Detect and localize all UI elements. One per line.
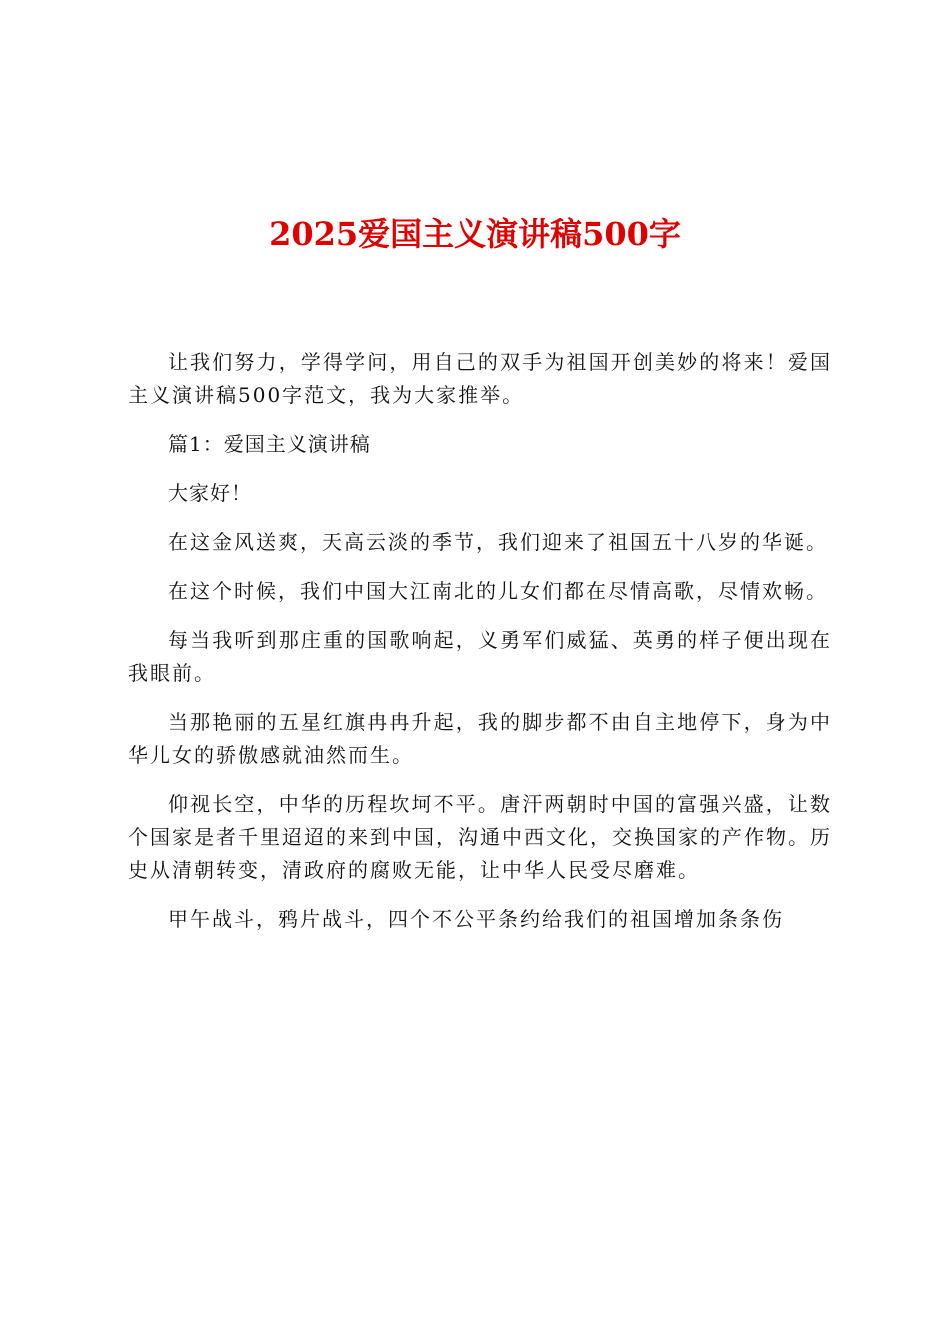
document-body <box>128 346 832 952</box>
paragraph-wars: 甲午战斗，鸦片战斗，四个不公平条约给我们的祖国增加条条伤 <box>168 907 784 931</box>
paragraph-season: 在这金风送爽，天高云淡的季节，我们迎来了祖国五十八岁的华诞。 <box>168 530 828 554</box>
paragraph-history: 仰视长空，中华的历程坎坷不平。唐汗两朝时中国的富强兴盛，让数个国家是者千里迢迢的来到中国，沟通中西文化，交换国家的产作物。历史从清朝转变，清政府的腐败无能，让中华人民受尽磨难。 <box>128 792 832 882</box>
paragraph-greeting: 大家好！ <box>168 481 252 505</box>
paragraph-intro: 让我们努力，学得学问，用自己的双手为祖国开创美妙的将来！爱国主义演讲稿500字范文，我为大家推举。 <box>128 350 832 407</box>
paragraph-flag: 当那艳丽的五星红旗冉冉升起，我的脚步都不由自主地停下，身为中华儿女的骄傲感就油然而生。 <box>128 710 832 767</box>
paragraph-chapter-heading: 篇1：爱国主义演讲稿 <box>168 432 371 456</box>
paragraph-celebration: 在这个时候，我们中国大江南北的儿女们都在尽情高歌，尽情欢畅。 <box>168 579 828 603</box>
paragraph-anthem: 每当我听到那庄重的国歌响起，义勇军们威猛、英勇的样子便出现在我眼前。 <box>128 628 832 685</box>
document-title: 2025爱国主义演讲稿500字 <box>269 215 681 253</box>
